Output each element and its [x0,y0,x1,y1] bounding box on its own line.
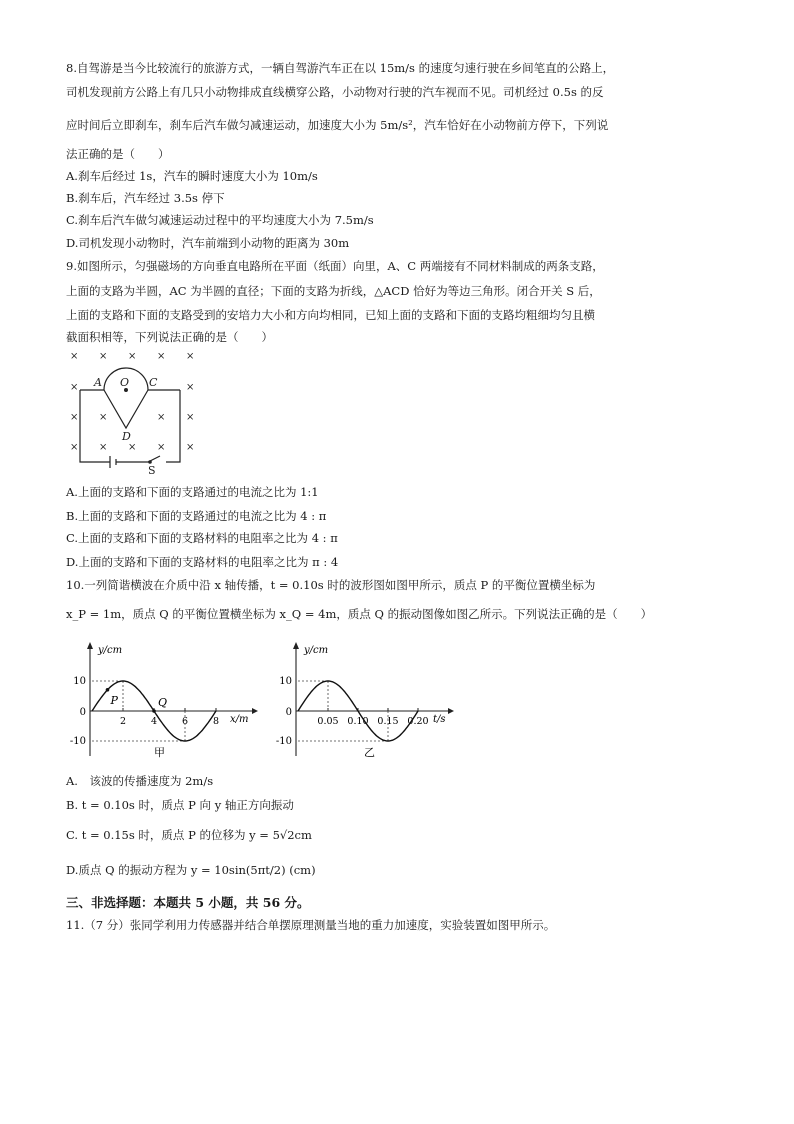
q9-option-b: B.上面的支路和下面的支路通过的电流之比为 4 : π [66,509,327,523]
q10-option-a: A. 该波的传播速度为 2m/s [66,774,214,788]
label-c: C [149,376,158,389]
svg-text:×: × [99,351,108,362]
x-axis-label: x/m [230,714,249,725]
x-tick-label: 2 [119,716,127,727]
y-axis-label: y/cm [304,645,329,656]
wave-graph-jia [62,640,262,760]
svg-text:×: × [99,442,108,453]
x-tick-label: 0.20 [407,716,429,727]
point-q [152,709,156,713]
svg-text:×: × [70,351,79,362]
svg-text:×: × [70,382,79,393]
q10-option-d: D.质点 Q 的振动方程为 y = 10sin(5πt/2) (cm) [66,863,316,877]
svg-text:×: × [186,351,195,362]
q8-line-3: 应时间后立即刹车，刹车后汽车做匀减速运动，加速度大小为 5m/s²，汽车恰好在小动物前方停下，下列说 [66,118,609,132]
magnetic-field-marks [70,351,194,453]
t-axis-label: t/s [433,714,446,725]
y-tick-label: -10 [275,736,292,747]
label-o: O [120,376,130,389]
label-q: Q [158,696,168,709]
svg-text:×: × [186,382,195,393]
x-tick-label: 8 [212,716,220,727]
svg-text:×: × [157,442,166,453]
x-tick-label: 4 [150,716,158,727]
y-axis-arrow [87,642,93,649]
q9-line-2: 上面的支路为半圆，AC 为半圆的直径；下面的支路为折线，△ACD 恰好为等边三角形。闭合开关 S 后， [66,284,601,298]
label-d: D [122,430,131,443]
y-axis-arrow [293,642,299,649]
svg-text:×: × [186,412,195,423]
q8-line-1: 8.自驾游是当今比较流行的旅游方式，一辆自驾游汽车正在以 15m/s 的速度匀速行驶在乡间笔直的公路上， [66,61,615,75]
q8-option-a: A.刹车后经过 1s，汽车的瞬时速度大小为 10m/s [66,169,318,183]
q8-line-2: 司机发现前方公路上有几只小动物排成直线横穿公路，小动物对行驶的汽车视而不见。司机经过 0.5s 的反 [66,85,604,99]
t-axis-arrow [448,708,454,714]
q9-option-a: A.上面的支路和下面的支路通过的电流之比为 1:1 [66,485,319,499]
y-tick-label: 10 [279,676,292,687]
x-tick-label: 0.15 [377,716,399,727]
caption-jia: 甲 [154,746,165,759]
svg-text:×: × [99,412,108,423]
label-s: S [148,464,156,476]
caption-yi: 乙 [364,746,375,759]
q10-line-2: x_P = 1m，质点 Q 的平衡位置横坐标为 x_Q = 4m，质点 Q 的振动图像如图乙所示。下列说法正确的是（ ） [66,607,653,621]
y-tick-label: 10 [73,676,86,687]
q10-option-c: C. t = 0.15s 时，质点 P 的位移为 y = 5√2cm [66,828,312,842]
q9-circuit-figure [62,346,202,476]
label-a: A [94,376,102,389]
q9-line-1: 9.如图所示，匀强磁场的方向垂直电路所在平面（纸面）向里，A、C 两端接有不同材料制成的两条支路， [66,259,604,273]
svg-text:×: × [157,351,166,362]
q9-option-c: C.上面的支路和下面的支路材料的电阻率之比为 4 : π [66,531,338,545]
svg-text:×: × [157,412,166,423]
q10-line-1: 10.一列简谐横波在介质中沿 x 轴传播，t = 0.10s 时的波形图如图甲所示，质点 P 的平衡位置横坐标为 [66,578,596,592]
y-axis-label: y/cm [98,645,123,656]
x-tick-label: 0.05 [317,716,339,727]
triangle-branch [104,390,148,428]
svg-text:×: × [128,442,137,453]
q8-option-c: C.刹车后汽车做匀减速运动过程中的平均速度大小为 7.5m/s [66,213,374,227]
q9-line-3: 上面的支路和下面的支路受到的安培力大小和方向均相同，已知上面的支路和下面的支路均粗细均匀且横 [66,308,595,322]
q9-option-d: D.上面的支路和下面的支路材料的电阻率之比为 π : 4 [66,555,339,569]
q8-line-4: 法正确的是（ ） [66,147,170,161]
q8-option-d: D.司机发现小动物时，汽车前端到小动物的距离为 30m [66,236,350,250]
label-p: P [110,693,118,707]
point-p [106,688,110,692]
q11-line-1: 11.（7 分）张同学利用力传感器并结合单摆原理测量当地的重力加速度，实验装置如图甲所示。 [66,918,556,932]
y-tick-label: 0 [285,707,292,718]
switch-s [116,456,160,462]
q9-line-4: 截面积相等，下列说法正确的是（ ） [66,330,273,344]
section-title: 三、非选择题：本题共 5 小题，共 56 分。 [66,895,310,910]
svg-text:×: × [70,412,79,423]
x-tick-label: 0.10 [347,716,369,727]
svg-text:×: × [186,442,195,453]
svg-text:×: × [70,442,79,453]
y-tick-label: -10 [69,736,86,747]
y-tick-label: 0 [79,707,86,718]
x-tick-label: 6 [181,716,189,727]
svg-text:×: × [128,351,137,362]
q8-option-b: B.刹车后，汽车经过 3.5s 停下 [66,191,225,205]
wire-right [166,390,180,462]
vibration-graph-yi [268,640,458,760]
q10-option-b: B. t = 0.10s 时，质点 P 向 y 轴正方向振动 [66,798,294,812]
x-axis-arrow [252,708,258,714]
